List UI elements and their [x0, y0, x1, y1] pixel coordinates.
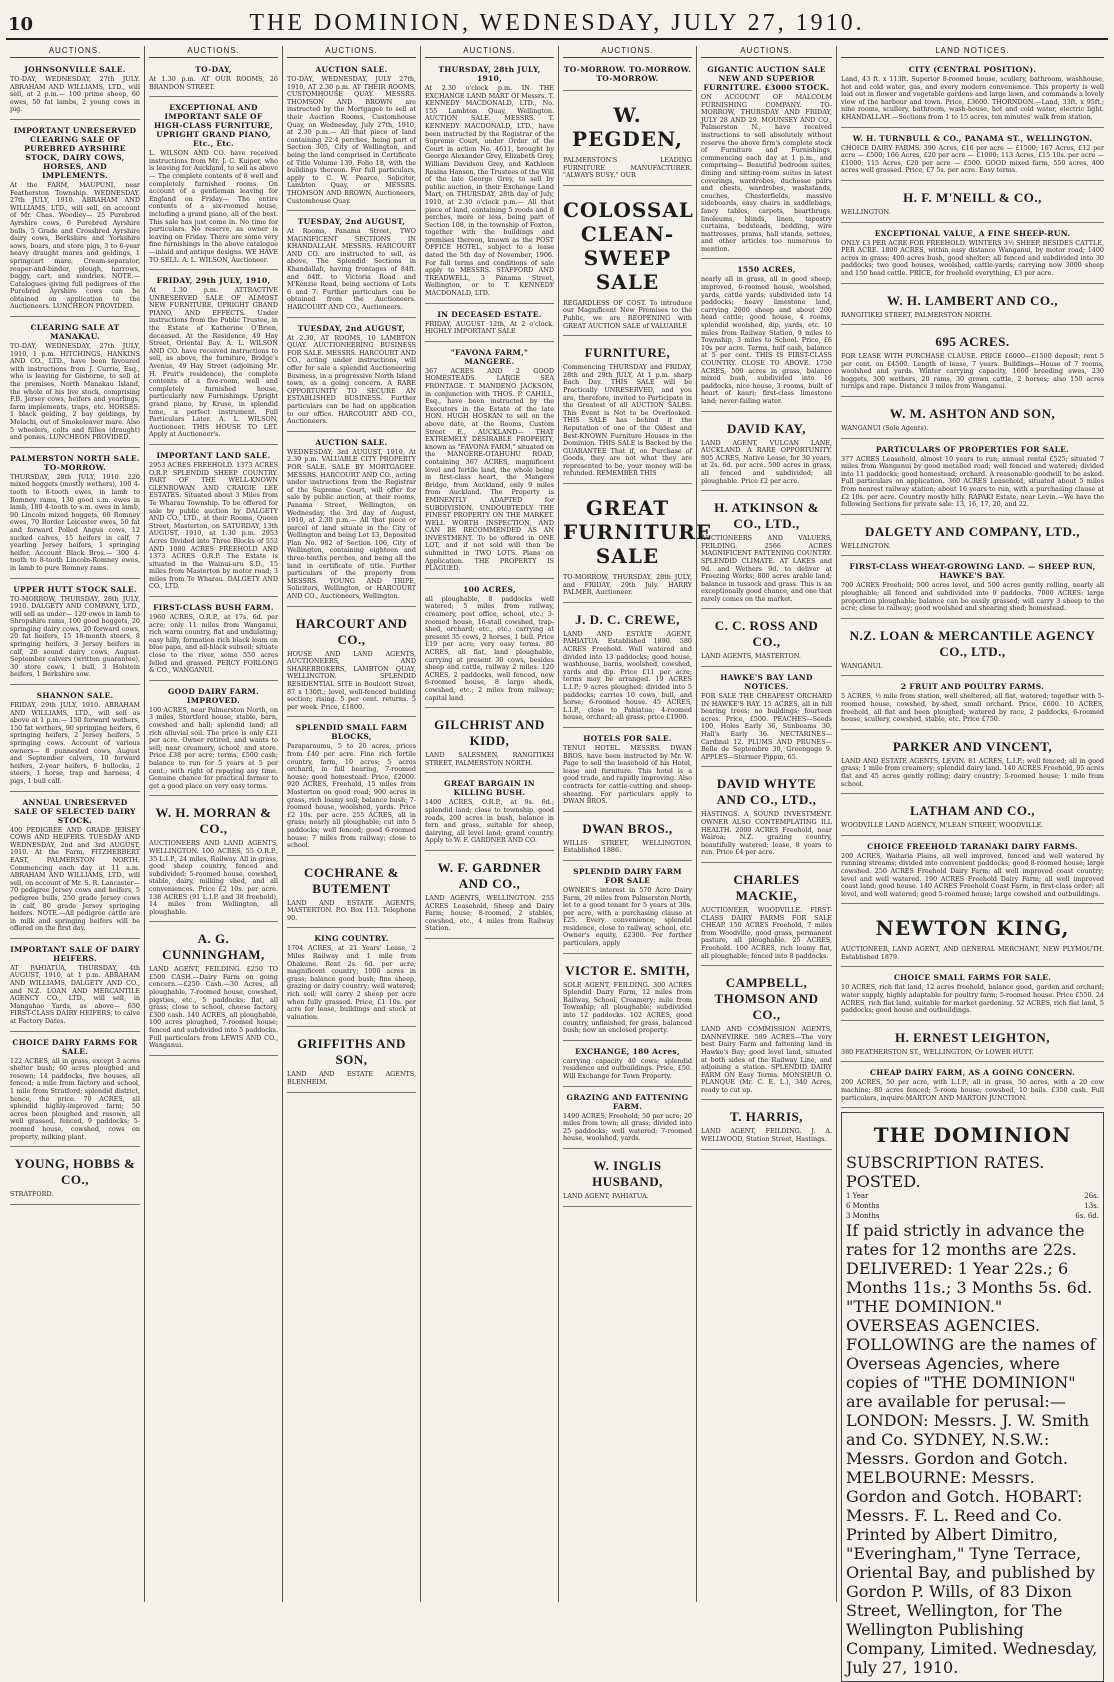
columns-area: [6, 46, 1108, 1678]
ad-body: At the FARM, MAUPUNI, near Featherston Township. WEDNESDAY, 27th JULY, 1910. ABRAHAM AND WILLIAMS, LTD., will sell, on account of Mr. Chas. Woodley— 25 Purebred Ayrshire cows, 6 Purebred Ayrshire bulls, 5 Grade and Crossbred Ayrshire dairy cows, Berkshire and Yorkshire sows, boars, and store pigs, 3 to 6-year heavy draught mares and geldings, 1 springcart mare. Cream-separator, reaper-and-binder, plough, harrows, buggy, cart, and sundries. NOTE.—Catalogues giving full pedigrees of the Purebred Ayrshire cows can be obtained on application to the Auctioneers. LUNCHEON PROVIDED.: [10, 180, 140, 311]
advertisement: [287, 62, 416, 211]
ad-heading: EXCHANGE, 180 Acres,: [575, 1046, 680, 1056]
ad-heading: GIGANTIC AUCTION SALE NEW AND SUPERIOR FURNITURE. £3000 STOCK.: [703, 65, 830, 92]
advertisement: [10, 320, 140, 448]
ad-heading: VICTOR E. SMITH,: [565, 962, 690, 978]
advertisement: [841, 400, 1104, 439]
advertisement: [10, 582, 140, 686]
ad-body: 5 ACRES, ½ mile from station, well sheltered, all flat, watered; together with 5-roomed house, cowshed, by-shed, small orchard. Price, £600. 10 ACRES, freehold, all flat and been ploughed; watered by race, 2 paddocks, 6-roomed house, scullery, cowshed, stable, etc. Price £750.: [841, 692, 1104, 724]
column-4: [420, 46, 558, 1602]
advertisement: [841, 679, 1104, 729]
ad-body: AUCTIONEERS AND LAND AGENTS, WELLINGTON. 100 ACRES, 55 O.R.P., 35 L.I.P., 24 miles, Railway. All in grass, good sheep country, fenced and subdivided; 5-roomed house, cowshed, stable, dairy, milking shed, and all conveniences. Price £2 10s. per acre. 138 ACRES (91 L.I.P. and 38 freehold), 14 miles from Wellington, all ploughable.: [149, 839, 278, 916]
advertisement: [10, 1035, 140, 1148]
ad-heading: NEWTON KING,: [875, 916, 1070, 941]
advertisement: [841, 328, 1104, 397]
ad-body: ON ACCOUNT OF MALCOLM FURNISHING COMPANY. TO-MORROW, THURSDAY AND FRIDAY, JULY 28 AND 29. MOUNSEY AND CO., Palmerston N., have received instructions to sell absolutely without reserve the above firm's complete stock of Furniture and Furnishings, commencing each day at 1 p.m., and comprising— Beautiful bedroom suites, dining and sitting-room suites in latest coverings, wardrobes, duchesse pairs and chests, wardrobes, washstands, couches, Chesterfields, massive sideboards, easy chairs in saddlebags, fancy tables, carpets, hearthrugs, linoleums, blinds, linen, tapestry curtains, bedsteads, bedding, wire mattresses, prams, hall stands, settees, and other articles too numerous to mention.: [701, 93, 832, 253]
ad-heading: TUESDAY, 2nd AUGUST,: [297, 217, 406, 227]
advertisement: [10, 62, 140, 120]
advertisement: [149, 799, 278, 922]
column-header: AUCTIONS.: [425, 46, 554, 58]
advertisement: [841, 131, 1104, 181]
ad-body: At 1.30 p.m. ATTRACTIVE UNRESERVED SALE OF ALMOST NEW FURNITURE, UPRIGHT GRAND PIANO, AND EFFECTS. Under instructions from the Public Trustee, in the Estate of Katherine O'Brien, deceased. At the Residence, 49 Hay Street, Oriental Bay. A. L. WILSON AND CO. have received instructions to sell, as above, the furniture, Bridge's Avenue, 49 Hay Street (adjoining Mr. H. Fruit's residence), the complete contents of a five-room, well and completely furnished house, particularly new Furnishings. Upright grand piano, by Kruse, in splendid tone, a perfect instrument. Full Particulars Later. A. L. WILSON, Auctioneer. THIS HOUSE TO LET. Apply at Auctioneer's.: [149, 286, 278, 439]
ad-body: Paraparaumu, 5 to 20 acres, prices from £40 per acre. Fine rich fertile country, farm, 10 acres; 5 acres orchard, in full bearing, 7-roomed house; good homestead. Price, £2000. 920 ACRES, Freehold, 15 miles from Masterton on good road; 900 acres in grass, rich loamy soil; balance bush; 7-roomed house, woolshed, yards. Price £2 10s. per acre. 255 ACRES, all in grass; nearly all ploughable; cut into 5 paddocks; well fenced; good 6-roomed house; 7 miles from railway; close to school.: [287, 742, 416, 850]
ad-heading: COLOSSAL CLEAN-SWEEP SALE: [563, 197, 694, 294]
ad-heading: "FAVONA FARM," MANGERE.: [450, 347, 529, 366]
rate-row: [846, 1201, 1099, 1211]
ad-body: RANGITIKEI STREET, PALMERSTON NORTH.: [841, 310, 993, 319]
ad-heading: GOOD DAIRY FARM. IMPROVED.: [167, 686, 260, 705]
ad-body: TENUI HOTEL. MESSRS. DWAN BROS. have been instructed by Mr. W. Page to sell the leasehold of his Hotel, lease and furniture. This hotel is a good trade, and rapidly improving. Also contracts for cattle-cutting and sheep-shearing. For particulars apply to DWAN BROS.: [563, 743, 692, 806]
ad-body: Land, 43 ft. x 113ft. Superior 8-roomed house, scullery, bathroom, washhouse, hot and cold water, gas, and every modern convenience. This property is well laid out in flower and vegetable gardens and large lawn, and commands a lovely view of the harbour and town. Price, £3600. THORNDON.—Land, 33ft. x 95ft.; nine rooms, scullery, bathroom, wash-house, hot and cold water, electric light. KHANDALLAH.—Sections from 1 to 15 acres, ten minutes' walk from station.: [841, 75, 1104, 121]
ad-body: WELLINGTON.: [841, 541, 891, 550]
column-header: AUCTIONS.: [10, 46, 140, 58]
ad-heading: THURSDAY, 28th JULY, 1910,: [438, 65, 541, 83]
ad-heading: CHOICE FREEHOLD TARANAKI DAIRY FARMS.: [867, 841, 1078, 851]
subscription-note: If paid strictly in advance the rates for 12 months are 22s. DELIVERED: 1 Year 22s.; 6 Months 11s.; 3 Months 5s. 6d.: [846, 1221, 1093, 1298]
ad-body: 367 ACRES AND 2 GOOD HOMESTEADS. LARGE SEA FRONTAGE. T. MANDENO JACKSON, in conjunction with THOS. P. CAHILL, Esq., have been instructed by the Executors in the Estate of the late HON. HUGH HOSKAN to sell on the above date, at the Rooms, Custom Street E., AUCKLAND— THAT EXTREMELY DESIRABLE PROPERTY, known as "FAVONA FARM," situated on the MANGERE-OTAHUHU ROAD, containing 367 ACRES, magnificent level and fertile land, the whole being in first-class heart, the Mangere Bridge, from Auckland, only 9 miles from Auckland. The Property is EMINENTLY ADAPTED for SUBDIVISION. UNDOUBTEDLY THE FINEST PROPERTY ON THE MARKET. WELL WORTH INSPECTION, AND CAN BE RECOMMENDED AS AN INVESTMENT. To be offered in ONE LOT, and if not sold will then be submitted in TWO LOTS. Plans on Application. THE PROPERTY IS PLAGUED.: [425, 366, 554, 573]
ad-heading: W. H. MORRAN & CO.,: [155, 805, 272, 837]
rate-price: 6s. 6d.: [1075, 1212, 1099, 1221]
ad-heading: SHANNON SALE.: [36, 691, 114, 701]
advertisement: [425, 62, 554, 304]
ad-body: LAND AGENT, FEILDING. £250 TO £500 CASH.—Dairy Farm on going concern.—£250 Cash.—30 Acres, all ploughable, 7-roomed house, cowshed, pigsties, etc., 5 paddocks; flat, all grass; close to school, cheese factory, £300 cash. 140 ACRES, all ploughable, 100 acres ploughed, 7-roomed house; fenced and subdivided into 5 paddocks. Full particulars from LEWIS AND CO., Wanganui.: [149, 965, 278, 1050]
ad-body: 380 FEATHERSTON ST., WELLINGTON, Or LOWER HUTT.: [841, 1047, 1034, 1056]
column-2: [144, 46, 282, 1602]
ad-heading: COCHRANE & BUTEMENT: [304, 864, 399, 896]
ad-heading: GRIFFITHS AND SON,: [297, 1036, 406, 1068]
advertisement: [425, 345, 554, 579]
column-7: [836, 46, 1108, 1678]
advertisement: [841, 62, 1104, 128]
ad-body: TO-MORROW, THURSDAY, 28th JULY, and FRIDAY, 29th July. HARRY PALMER, Auctioneer.: [563, 573, 692, 597]
rate-row: [846, 1211, 1099, 1221]
ad-body: LAND AND ESTATE AGENTS, MASTERTON. P.O. Box 113. Telephone 90.: [287, 898, 416, 922]
ad-body: WELLINGTON.: [841, 207, 891, 216]
ad-heading: CAMPBELL, THOMSON AND CO.,: [714, 975, 819, 1023]
ad-body: At 1.30 p.m. AT OUR ROOMS, 26 BRANDON STREET.: [149, 75, 278, 91]
ad-body: ONLY £3 PER ACRE FOR FREEHOLD. WINTERS 3½ SHEEP, BESIDES CATTLE, PER ACRE. 1800 ACRES, within easy distance Wanganui, by motor road; 1400 acres in grass; 400 acres bush, good shelter; all fenced and subdivided into 30 paddocks; two good houses, woolshed, cattle-yards; carrying now 3000 sheep and 150 head cattle. PRICE, for freehold everything, £3 per acre.: [841, 238, 1104, 277]
ad-body: LAND AND ESTATE AGENTS, BLENHEIM.: [287, 1070, 416, 1086]
ad-body: TO-MORROW, THURSDAY, 28th JULY, 1910. DALGETY AND COMPANY, LTD., will sell as under— 120 ewes in lamb to Shropshire rams, 100 good hoggets, 20 springing dairy cows, 20 forward cows, 20 fat heifers, 15 18-month steers, 8 springing heifers, 3 Jersey heifers in calf, 20 sound dairy cows, August-September calvers (written guarantee), 30 store cows, 1 bull, 3 Holstein heifers, 1 Berkshire sow.: [10, 594, 140, 679]
ad-body: LAND AND COMMISSION AGENTS, DANNEVIRKE. 589 ACRES—The very best Dairy Farm and fattening land in Hawke's Bay; good level land, situated at both sides of the Railway Line, and adjoining a station. SPLENDID DAIRY FARM ON Easy Terms. MONSIEUR O. PLANQUE (Mr. C. E. L.), 340 Acres, ready to cut up.: [701, 1025, 832, 1094]
ad-heading: AUCTION SALE.: [315, 437, 388, 447]
advertisement: [287, 720, 416, 855]
ad-heading: UPPER HUTT STOCK SALE.: [13, 584, 137, 594]
ad-heading: T. HARRIS,: [729, 1109, 804, 1125]
ad-body: 1704 ACRES, at 21 Years' Lease, 2 Miles Railway and 1 mile from Ohakune. Rent 2s. 6d. per acre; magnificent country; 1000 acres in grass; balance good bush; fine sheep, grazing or dairy country; well watered; rich soil; will carry 2 sheep per acre when fully grassed. Price, £1 10s. per acre for lease, buildings and stock at valuation.: [287, 944, 416, 1021]
ad-heading: FRIDAY, 29th JULY, 1910,: [156, 276, 271, 286]
rate-price: 26s.: [1084, 1192, 1099, 1201]
column-header: AUCTIONS.: [287, 46, 416, 58]
advertisement: [563, 1090, 692, 1149]
advertisement: [425, 854, 554, 939]
ad-heading: PALMERSTON NORTH SALE. TO-MORROW.: [10, 453, 140, 472]
ad-body: LAND AGENT, FEILDING. J. A. WELLWOOD, Station Street, Hastings.: [701, 1127, 832, 1144]
ad-heading: TUESDAY, 2nd AUGUST,: [297, 323, 406, 333]
ad-body: REGARDLESS OF COST. To introduce our Magnificent New Premises to the Public, we are REOPENING with GREAT AUCTION SALE of VALUABLE: [563, 298, 692, 330]
ad-heading: SPLENDID SMALL FARM BLOCKS,: [295, 723, 408, 742]
ad-body: TO-DAY, WEDNESDAY, 27th JULY. ABRAHAM AND WILLIAMS, LTD., will sell, at 2 p.m.— 100 prime sheep, 60 ewes, 50 fat lambs, 2 young cows in pig.: [10, 75, 140, 114]
rate-period: 1 Year: [846, 1192, 869, 1201]
advertisement: [149, 600, 278, 681]
advertisement: [425, 307, 554, 342]
ad-body: 1400 ACRES, O.R.P., at 9s. 6d.; splendid land; close to township, good roads, 200 acres in bush, balance in fern and grass, suitable for sheep, dairying, all level land; grand country. Apply to W. F. GARDNER AND CO.: [425, 798, 554, 845]
subscription-box: [841, 1112, 1104, 1682]
advertisement: [425, 776, 554, 851]
ad-heading: CHEAP DAIRY FARM, AS A GOING CONCERN.: [869, 1068, 1076, 1078]
ad-body: LAND AGENT, PAHIATUA.: [563, 1191, 649, 1200]
advertisement: [287, 321, 416, 432]
ad-heading: PARTICULARS OF PROPERTIES FOR SALE.: [875, 444, 1070, 454]
ad-body: WANGANUI.: [841, 661, 883, 670]
ad-heading: W. H. TURNBULL & CO., PANAMA ST., WELLINGTON.: [852, 133, 1093, 143]
advertisement: [10, 942, 140, 1032]
ad-heading: A. G. CUNNINGHAM,: [162, 931, 265, 963]
ad-heading: LATHAM AND CO.,: [910, 803, 1035, 819]
subscription-title: THE DOMINION: [873, 1123, 1072, 1148]
ad-body: nearly all in grass, all in good sheep; improved, 6-roomed house, woolshed, yards, cattle yards; subdivided into 14 paddocks; heavy limestone land, carrying 2000 sheep and about 200 head cattle; good house, 4 rooms, splendid woolshed, dip, yards, etc. 10 miles from Railway Station, 9 miles to Township, 3 miles to School. Price, £6 10s per acre. Terms, half cash, balance at 5 per cent. THIS IS FIRST-CLASS COUNTRY. CLOSE TO ABOVE. 1750 ACRES, 500 acres in grass, balance mixed bush, subdivided into 16 paddocks, nice house, 3 rooms, built of heart of kauri; first-class limestone land; never-failing water.: [701, 275, 832, 405]
advertisement: [287, 859, 416, 929]
ad-body: L. WILSON AND CO. have received instructions from Mr. J. C. Kuiper, who is leaving for Auckland, to sell as above— The complete contents of 8 well and completely furnished rooms. On account of a gentleman leaving for England on Friday— The entire contents of a six-roomed house, including a grand piano, all of the best. This sale has just come in. No time for particulars. No reserve, as owner is leaving on Friday. There are some very fine furnishings in the above catalogue—inlaid and antique designs. WE HAVE TO SELL. A. L. WILSON, Auctioneer.: [149, 149, 278, 264]
ad-heading: 100 ACRES,: [463, 584, 516, 594]
advertisement: [149, 273, 278, 445]
ad-heading: HARCOURT AND CO.,: [295, 615, 408, 647]
ad-heading: IN DECEASED ESTATE.: [437, 309, 542, 319]
ad-heading: TO-DAY,: [195, 65, 232, 74]
ad-heading: EXCEPTIONAL VALUE, A FINE SHEEP-RUN.: [874, 228, 1071, 238]
ad-body: WILLIS STREET, WELLINGTON. Established 1886.: [563, 838, 692, 855]
ad-body: HOUSE AND LAND AGENTS, AUCTIONEERS, AND SHAREBROKERS, LAMBTON QUAY, WELLINGTON. SPLENDID RESIDENTIAL SITE in Boulcott Street, 87 x 130ft.; level, well-fenced building section; rising. 5 per cent. returns. 5 per week. Price, £1800.: [287, 649, 416, 711]
advertisement: [563, 864, 692, 954]
ad-body: At 2.30 o'clock p.m. IN THE EXCHANGE LAND MART Of Messrs. T. KENNEDY MACDONALD, LTD., No. 155 Lambton Quay, Wellington. AUCTION SALE. MESSRS. T. KENNEDY MACDONALD, LTD., have been instructed by the Registrar of the Supreme Court, under Order of the Court in action No. 4611, brought by George Alexander Grey, Elizabeth Grey, William Davidson Grey, and Kathleen Rosina Hansen, the Trustees of the Will of the late George Grey, to sell by public auction, in their Exchange Land Mart, on THURSDAY, 28th day of July, 1910, at 2.30 o'clock p.m.— All that piece of land, containing 5 roods and 8 perches, more or less, being part of Section 108, in the township of Foxton, together with the buildings and premises thereon, known as the POST OFFICE HOTEL, subject to a lease dated the 5th day of November, 1906. For full terms and conditions of sale apply to MESSRS. STAFFORD AND TREADWELL, 3 Panama Street, Wellington, or to T. KENNEDY MACDONALD, LTD.: [425, 84, 554, 298]
ad-body: CHOICE DAIRY FARMS. 390 Acres, £16 per acre — £1500; 167 Acres, £12 per acre — £500; 166 Acres, £20 per acre — £1000; 113 Acres, £15 10s. per acre — £1000; 115 Acres, £20 per acre — £500. GOOD mixed farm, 550 acres, 400 acres well grassed. Price, £7 5s. per acre. Easy terms.: [841, 143, 1104, 175]
ad-body: STRATFORD.: [10, 1190, 54, 1199]
advertisement: [149, 62, 278, 97]
ad-heading: GILCHRIST AND KIDD,: [434, 717, 545, 749]
ad-body: AUCTIONEER, WOODVILLE. FIRST-CLASS DAIRY FARMS FOR SALE CHEAP. 150 ACRES Freehold, 7 miles from Woodville, good grass, permanent pasture, all ploughable. 25 ACRES, Freehold. 100 ACRES, rich loamy flat, all ploughable; fenced into 8 paddocks.: [701, 905, 832, 960]
advertisement: [10, 795, 140, 939]
rate-period: 3 Months: [846, 1212, 880, 1221]
ad-heading: HAWKE'S BAY LAND NOTICES.: [720, 673, 813, 692]
ad-body: TO-DAY, WEDNESDAY, 27th JULY, 1910, 1 p.m. HITCHINGS, HANKINS AND CO., LTD., have been favoured with instructions from J. Currie, Esq., who is leaving for Gisborne, to sell at the premises, North Manakau Island, the whole of his live stock, comprising F.B. Jersey cows, heifers and yearlings, farm implements, traps, etc. HORSES: 1 black gelding, 2 bay geldings, by Melachi, out of Smokeleaver mare. Also 5 wheelers, colts and fillies (draught) and ponies. LUNCHEON PROVIDED.: [10, 342, 140, 442]
advertisement: [287, 931, 416, 1027]
advertisement: [701, 969, 832, 1100]
ad-heading: H. F. M'NEILL & CO.,: [903, 189, 1042, 205]
ad-heading: DAVID WHYTE AND CO., LTD.,: [716, 776, 817, 808]
ad-heading: CHOICE DAIRY FARMS FOR SALE.: [12, 1037, 138, 1056]
ad-body: WANGANUI (Sole Agents).: [841, 424, 929, 433]
advertisement: [425, 582, 554, 708]
ad-heading: 2 FRUIT AND POULTRY FARMS.: [900, 682, 1045, 692]
advertisement: [701, 770, 832, 863]
ad-heading: W. PEGDEN,: [572, 103, 683, 151]
advertisement: [10, 123, 140, 317]
ad-heading: FIRST-CLASS BUSH FARM.: [153, 603, 274, 613]
advertisement: [563, 606, 692, 728]
column-1: [6, 46, 144, 1602]
column-header: AUCTIONS.: [149, 46, 278, 58]
posted-label: POSTED.: [846, 1172, 921, 1192]
advertisement: [841, 518, 1104, 557]
advertisement: [563, 1152, 692, 1207]
ad-heading: FIRST-CLASS WHEAT-GROWING LAND. — SHEEP RUN, HAWKE'S BAY.: [849, 562, 1096, 581]
ad-body: all ploughable, 8 paddocks well watered; 5 miles from railway, creamery, post office, school, etc.; 3-roomed house, 16-stall cowshed, trap-shed, orchard; etc., etc.; carrying at present 35 cows, 2 horses, 1 bull. Price £19 per acre; very easy terms. 80 ACRES, all flat, land ploughable, carrying at present 30 cows, besides sheep and cattle, railway 2 miles. 120 ACRES, 2 paddocks, well fenced, new 6-roomed house, 8 large sheds, cowshed, etc.; 2 miles from railway; capital land.: [425, 594, 554, 702]
page-number: 10: [8, 14, 34, 35]
ad-body: 1960 ACRES, O.R.P., at 17s. 6d. per acre; only 11 miles from Wanganui, rich warm country, flat and undulating; easy hilly, formation rich black loam on blue papa, and all-black subsoil; situate close to the river, some 550 acres felled and grassed. PERCY FORLONG & CO., WANGANUI.: [149, 613, 278, 675]
advertisement: [701, 494, 832, 609]
column-3: [282, 46, 420, 1602]
advertisement: [563, 62, 692, 91]
masthead: [6, 6, 1108, 40]
newspaper-title: THE DOMINION, WEDNESDAY, JULY 27, 1910.: [249, 10, 865, 36]
advertisement: [701, 62, 832, 259]
advertisement: [287, 610, 416, 718]
advertisement: [287, 1030, 416, 1092]
ad-heading: W. H. LAMBERT AND CO.,: [887, 292, 1058, 308]
advertisement: [425, 711, 554, 773]
ad-body: FOR LEASE WITH PURCHASE CLAUSE. PRICE £6000—£1500 deposit; rent 5 per cent. on £4500. Length of lease, 7 years. Buildings—House of 7 rooms, woolshed and yards. Winter carrying capacity, 1600 breeding ewes, 230 hoggets, 300 wethers, 20 rams, 30 grown cattle, 2 horses; also 150 acres turnips and rape. Distance 3 miles from Wanganui.: [841, 352, 1104, 391]
ad-heading: DWAN BROS.,: [582, 820, 673, 836]
rate-row: [846, 1191, 1099, 1201]
rate-price: 13s.: [1084, 1202, 1099, 1211]
ad-heading: 1550 ACRES,: [737, 265, 796, 275]
advertisement: [841, 287, 1104, 326]
ad-body: 700 ACRES Freehold; 500 acres level, and 500 acres gently rolling, nearly all ploughable; all fenced and subdivided into 9 paddocks. 7000 ACRES: large proportion ploughable; balance can be easily grassed; will carry 3 sheep to the acre; close to railway; good woolshed and shearing shed; homestead.: [841, 581, 1104, 613]
advertisement: [841, 226, 1104, 284]
ad-body: 10 ACRES, rich flat land, 12 acres freehold, balance good, garden and orchard; water supply, highly adaptable for poultry farm; 5-roomed house. Price £550. 24 ACRES, rich flat land, suitable for market gardening. 52 ACRES, rich flat land, 5 paddocks; good house and outbuildings.: [841, 983, 1104, 1015]
advertisement: [149, 925, 278, 1056]
overseas-text: FOLLOWING are the names of Overseas Agencies, where copies of "THE DOMINION" are available for perusal:— LONDON: Messrs. J. W. Smith and Co. SYDNEY, N.S.W.: Messrs. Gordon and Gotch. MELBOURNE: Messrs. Gordon and Gotch. HOBART: Messrs. F. L. Reed and Co.: [846, 1335, 1096, 1526]
advertisement: [10, 1150, 140, 1205]
ad-body: At 2.30, AT ROOMS, 10 LAMBTON QUAY. AUCTIONEERING BUSINESS FOR SALE. MESSRS. HARCOURT AND CO., acting under instructions, will offer for sale a splendid Auctioneering Business, in a progressive North Island town, as a going concern. A RARE OPPORTUNITY TO SECURE AN ESTABLISHED BUSINESS. Further particulars can be had on application to our office. HARCOURT AND CO., Auctioneers.: [287, 333, 416, 426]
ad-heading: ANNUAL UNRESERVED SALE OF SELECTED DAIRY STOCK.: [14, 797, 136, 825]
ad-body: LAND AND ESTATE AGENT, PAHIATUA. Established 1890. 580 ACRES Freehold. Well watered and divided into 13 paddocks; good house, washhouse, barns, woolshed, cowshed, yards and dip. Price £11 per acre; terms may be arranged. 19 ACRES L.I.P.; 9 acres ploughed; divided into 5 paddocks; carries 10 cows, bull, and horse; 6-roomed house. 45 ACRES, L.I.P., close to Pahiatua; 4-roomed house, orchard; all grass; price £1900.: [563, 629, 692, 722]
advertisement: [841, 1065, 1104, 1108]
ad-body: 100 ACRES, near Palmerston North, on 3 miles, Stortford house, stable, barn, cowshed and hall; splendid land; all rich alluvial soil. The price is only £21 per acre. Owner retired, and wants to sell; near creamery, school, and store. Price £38 per acre; terms, £500 cash; balance to run for 5 years at 5 per cent.; with right of repaying any time. Genuine chance for practical farmer to get a good place on very easy terms.: [149, 705, 278, 790]
column-header: LAND NOTICES.: [841, 46, 1104, 58]
advertisement: [841, 622, 1104, 677]
advertisement: [149, 100, 278, 270]
column-5: [558, 46, 713, 1602]
ad-body: LAND AND ESTATE AGENTS, LEVIN. 81 ACRES, L.I.P.; well fenced; all in good grass; 1 mile from creamery; splendid dairy land. 140 ACRES Freehold, 95 acres flat and 45 acres gently rolling; dairy country; 5-roomed house; 1 mile from school.: [841, 756, 1104, 788]
ad-heading: J. D. C. CREWE,: [575, 611, 680, 627]
ad-body: carrying capacity 40 cows; splendid residence and outbuildings. Price, £50. Will Exchange for Town Property.: [563, 1056, 692, 1080]
advertisement: [563, 487, 713, 603]
ad-body: AT PAHIATUA, THURSDAY, 4th AUGUST, 1910, at 1 p.m. ABRAHAM AND WILLIAMS, DALGETY AND CO., and N.Z. LOAN AND MERCANTILE AGENCY CO., LTD., will sell, in Mangahao Yards, as above— 650 FIRST-CLASS DAIRY HEIFERS, to calve at Factory Dates.: [10, 963, 140, 1026]
ad-body: 1490 ACRES, Freehold; 50 per acre; 20 miles from town; all grass; divided into 25 paddocks; well watered; 7-roomed house, woolshed, yards.: [563, 1111, 692, 1143]
ad-heading: 695 ACRES.: [935, 334, 1010, 350]
advertisement: [149, 448, 278, 597]
ad-body: AUCTIONEER, LAND AGENT, AND GENERAL MERCHANT, NEW PLYMOUTH. Established 1879.: [841, 945, 1104, 961]
advertisement: [841, 184, 1104, 223]
advertisement: [563, 1044, 692, 1087]
ad-heading: CLEARING SALE AT MANAKAU.: [30, 323, 120, 342]
ad-body: TO-DAY, WEDNESDAY, JULY 27th, 1910, AT 2.30 p.m. AT THEIR ROOMS, CUSTOMHOUSE QUAY. MESSRS. THOMSON AND BROWN are instructed by the Mortgagee to sell at their Auction Rooms, Customhouse Quay, on Wednesday, July 27th, 1910, at 2.30 p.m.— All that piece of land containing 22.4 perches, being part of Section 305, City of Wellington, and being the land comprised in Certificate of Title Volume 139, Folio 18, with the buildings thereon. For full particulars, apply to C. W. Pearce, Solicitor, Lambton Quay, or MESSRS. THOMSON AND BROWN, Auctioneers, Customhouse Quay.: [287, 75, 416, 205]
ad-body: 2953 ACRES FREEHOLD. 1373 ACRES O.R.P. SPLENDID SHEEP COUNTRY. PART OF THE WELL-KNOWN GLENROWAN AND CRAIGIE LEE ESTATES. Situated about 3 Miles from Te Wharau Township. To be offered for sale by public auction by DALGETY AND CO., LTD., at their Rooms, Queen Street, Masterton, on SATURDAY, 13th AUGUST, 1910, at 1.30 p.m. 2953 Acres Divided into Three Blocks of 552 AND 1080 ACRES FREEHOLD AND 1373 ACRES O.R.P. The Estate is situated in the Wainui-uru S.D., 15 miles from Masterton by motor road; 3 miles from Te Wharau. DALGETY AND CO., LTD.: [149, 460, 278, 591]
advertisement: [701, 670, 832, 767]
ad-body: LAND AGENTS, WELLINGTON. 255 ACRES Leasehold, Sheep and Dairy Farm; house; 8-roomed, 2 stables, cowshed, etc., 4 miles from Railway Station.: [425, 893, 554, 933]
ad-heading: H. ATKINSON & CO., LTD.,: [714, 500, 819, 532]
ad-heading: N.Z. LOAN & MERCANTILE AGENCY CO., LTD.,: [849, 627, 1096, 659]
advertisement: [701, 866, 832, 966]
ad-body: Commencing THURSDAY and FRIDAY, 28th and 29th JULY, At 1 p.m. sharp Each Day. THIS SALE will be Practically UNRESERVED, and you are, therefore, invited to Participate in the Greatest of all AUCTION SALES. This Event is Not to be Overlooked. THIS SALE has behind it the Reputation of one of the Oldest and Best-KNOWN Furniture Houses in the Dominion. THIS SALE is Backed by the GUARANTEE That if, on Purchase of Goods, they are not what they are represented to be, your money will be refunded. REMEMBER THIS: [563, 363, 692, 478]
advertisement: [563, 339, 692, 484]
advertisement: [841, 797, 1104, 836]
ad-heading: IMPORTANT LAND SALE.: [156, 450, 271, 460]
advertisement: [701, 1103, 832, 1149]
ad-heading: C. C. ROSS AND CO.,: [714, 618, 819, 650]
advertisement: [563, 957, 692, 1041]
ad-heading: DALGETY AND COMPANY, LTD.,: [864, 523, 1080, 539]
ad-heading: IMPORTANT SALE OF DAIRY HEIFERS.: [10, 944, 140, 963]
subscription-subtitle: SUBSCRIPTION RATES.: [846, 1153, 1045, 1173]
ad-heading: CHOICE SMALL FARMS FOR SALE.: [893, 973, 1052, 983]
ad-body: 400 PEDIGREE AND GRADE JERSEY COWS AND HEIFERS. TUESDAY AND WEDNESDAY, 2nd and 3rd AUGUST, 1910. At the Farm, FITZHERBERT EAST, PALMERSTON NORTH. Commencing each day at 11 a.m. ABRAHAM AND WILLIAMS, LTD., will sell, on account of Mr. S. R. Lancaster— 70 pedigree Jersey cows and heifers, 5 pedigree bulls, 250 grade Jersey cows in calf, 80 grade Jersey springing heifers. NOTE.—All pedigree cattle are in milk and springing heifers will be offered on the first day.: [10, 825, 140, 933]
advertisement: [841, 970, 1104, 1020]
ad-body: WOODVILLE LAND AGENCY, M'LEAN STREET, WOODVILLE.: [841, 821, 1044, 830]
imprint: Printed by Albert Dimitro, "Everingham," Tyne Terrace, Oriental Bay, and published by Gordon P. Wills, of 83 Dixon Street, Wellington, for The Wellington Publishing Company, Limited. Wednesday, July 27, 1910.: [846, 1525, 1098, 1678]
advertisement: [563, 815, 692, 861]
advertisement: [841, 559, 1104, 618]
ad-body: PALMERSTON'S LEADING FURNITURE MANUFACTURER. "ALWAYS BUSY." OUR: [563, 156, 692, 180]
ad-body: FOR SALE THE CHEAPEST ORCHARD IN HAWKE'S BAY. 15 ACRES, all in full bearing trees; no buildings; fourteen acres. Price, £500. PEACHES—Seeds 100, Holes Early 36, Sunbeams 30, Hall's Early 36. NECTARINES—Cardinal 12. PLUMS AND PRUNES—Belle de Septembre 30, Greengage 9. APPLES—Sturmer Pippin, 65.: [701, 692, 832, 761]
ad-heading: FURNITURE,: [584, 345, 671, 361]
ad-body: THURSDAY, 28th JULY, 1910. 220 mixed hoggets (mostly wethers), 100 4-tooth to 8-tooth ewes, in lamb to Romney rams, 130 good s.m. ewes in lamb, 180 4-tooth to s.m. ewes in lamb, 90 Lincoln mixed hoggets, 60 Romney ewes, 70 Border Leicester ewes, 50 fat and forward Polled Angus cows, 12 sucked calves, 15 heifers in calf, 7 yearling Jersey heifers, 1 springing heifer. Account Black Bros.— 300 4-tooth to 8-tooth Lincoln-Romney ewes, in lamb to pure Romney rams.: [10, 472, 140, 572]
column-header: AUCTIONS.: [701, 46, 832, 58]
ad-heading: CITY (CENTRAL POSITION).: [908, 65, 1037, 74]
advertisement: [287, 435, 416, 607]
ad-body: OWNER'S interest in 570 Acre Dairy Farm, 20 miles from Palmerston North, let to a good tenant for 5 years at 30s. per acre, with a purchasing clause at £25. Every convenience; splendid residence, close to railway, school, etc. Owner's equity, £2300. For further particulars, apply: [563, 885, 692, 948]
ad-body: LAND SALESMEN, RANGITIKEI STREET, PALMERSTON NORTH.: [425, 751, 554, 767]
ad-heading: W. F. GARDNER AND CO.,: [437, 859, 542, 891]
advertisement: [701, 415, 832, 492]
advertisement: [841, 1024, 1104, 1063]
ad-heading: IMPORTANT UNRESERVED CLEARING SALE OF PUREBRED AYRSHIRE STOCK, DAIRY COWS, HORSES, AND IMPLEMENTS.: [13, 125, 137, 180]
ad-body: SOLE AGENT, FEILDING. 300 ACRES Splendid Dairy Farm, 12 miles from Railway, School, Creamery; mile from Township; all ploughable; subdivided into 12 paddocks. 102 ACRES, good country, unfinished, for grass, balanced bush; now an enclosed property.: [563, 980, 692, 1035]
rates-table: [846, 1191, 1099, 1221]
advertisement: [841, 733, 1104, 794]
ad-heading: HOTELS FOR SALE.: [583, 733, 672, 743]
advertisement: [563, 94, 692, 186]
advertisement: [841, 907, 1104, 967]
ad-heading: H. ERNEST LEIGHTON,: [895, 1029, 1050, 1045]
ad-heading: W. M. ASHTON AND SON,: [889, 406, 1056, 422]
ad-heading: AUCTION SALE.: [315, 65, 388, 74]
ad-body: 200 ACRES, Waitaria Plains, all well improved, fenced and well watered by running streams; divided into convenient paddocks; good 8-roomed house; large cowshed. 250 ACRES Freehold Dairy Farm; all well improved coast country; level and well watered. 190 ACRES Freehold Dairy Farm; all well improved coast land; good house. 140 ACRES Freehold Coast Farm, in first-class order; all level, and well watered; good 5-roomed house; large cowshed and outbuildings.: [841, 851, 1104, 898]
overseas-title: "THE DOMINION.": [846, 1297, 1003, 1317]
ad-body: 377 ACRES Leasehold, almost 10 years to run; annual rental £525; situated 7 miles from Wanganui by good metalled road; well fenced and watered; divided into 11 paddocks; good homestead; orchard. A reasonable goodwill to be asked. Full particulars on application. 360 ACRES Leasehold, situated about 5 miles from nearest railway station; about 16 years to run, with a purchasing clause at £2 10s. per acre. Country mostly hilly. RAPAKI Estate, near Levin.—We have the following Sections for private sale: 13, 16, 17, 20, and 22.: [841, 454, 1104, 509]
ad-heading: SPLENDID DAIRY FARM FOR SALE: [573, 866, 682, 885]
ad-heading: JOHNSONVILLE SALE.: [24, 65, 126, 74]
ad-heading: YOUNG, HOBBS & CO.,: [14, 1156, 136, 1188]
column-header: AUCTIONS.: [563, 46, 692, 58]
ad-heading: CHARLES MACKIE,: [733, 871, 800, 903]
ad-heading: EXCEPTIONAL AND IMPORTANT SALE OF HIGH-CLASS FURNITURE, UPRIGHT GRAND PIANO, Etc., Etc.: [154, 103, 273, 149]
advertisement: [841, 839, 1104, 905]
ad-heading: W. INGLIS HUSBAND,: [592, 1157, 663, 1189]
ad-body: 200 ACRES, 50 per acre, with L.I.P., all in grass, 50 acres, with a 20 cow machine; 80 acres fenced; 5-room house; cowshed, 10 bails. £350 cash. Full particulars, inquire MARTON AND MARTON JUNCTION.: [841, 1078, 1104, 1102]
ad-body: LAND AGENTS, MASTERTON.: [701, 652, 801, 661]
ad-heading: KING COUNTRY.: [314, 934, 389, 944]
advertisement: [563, 731, 692, 812]
overseas-subtitle: OVERSEAS AGENCIES.: [846, 1316, 1041, 1336]
column-6: [696, 46, 836, 1602]
advertisement: [149, 684, 278, 797]
ad-heading: GREAT BARGAIN IN KILLING BUSH.: [444, 779, 535, 798]
ad-heading: GREAT FURNITURE SALE: [563, 496, 713, 569]
advertisement: [10, 451, 140, 579]
ad-heading: TO-MORROW. TO-MORROW. TO-MORROW.: [563, 65, 692, 83]
advertisement: [10, 688, 140, 792]
ad-body: FRIDAY, AUGUST 12th, At 2 o'clock. HIGHLY IMPORTANT SALE: [425, 319, 554, 336]
ad-heading: DAVID KAY,: [727, 420, 806, 436]
advertisement: [701, 262, 832, 411]
ad-body: 122 ACRES, all in grass, except 3 acres shelter bush; 60 acres ploughed and resown; 14 paddocks, five houses, all fenced; a mile from factory and school, 1 mile from Stratford; splendid district, hence, the price. 70 ACRES, all splendid highly-improved farm; 50 acres been ploughed and resown, all well grassed, fenced, 9 paddocks; 5-roomed house, cowshed, cows on property, milking plant.: [10, 1056, 140, 1141]
newspaper-page: [6, 6, 1108, 1678]
advertisement: [287, 214, 416, 318]
ad-body: FRIDAY, 29th JULY, 1910. ABRAHAM AND WILLIAMS, LTD., will sell as above at 1 p.m.— 150 forward wethers, 150 fat wethers, 90 springing heifers, 6 springing heifers, 2 Jersey heifers, 5 springing cows. Account of various owners— 8 punnested cows, August and September calvers, 10 forward heifers, 2-year heifers, 6 bullocks, 2 steers, 1 horse, trap and harness, 4 pigs, 1 bull calf.: [10, 701, 140, 785]
rate-period: 6 Months: [846, 1202, 880, 1211]
advertisement: [701, 612, 832, 667]
advertisement: [841, 442, 1104, 515]
advertisement: [563, 189, 692, 336]
ad-body: WEDNESDAY, 3rd AUGUST, 1910, At 2.30 p.m. VALUABLE CITY PROPERTY FOR SALE. SALE BY MORTGAGEE. MESSRS. HARCOURT AND CO., acting under instructions from the Registrar of the Supreme Court, will offer for sale by public auction, at their rooms, Panama Street, Wellington, on Wednesday, the 3rd day of August, 1910, at 2.30 p.m.— All that piece or parcel of land situate in the City of Wellington and being Lot 13, Deposited Plan No. 982 of Section 106, City of Wellington, containing eighteen and three-tenths perches, and being all the land in certificate of title. Further particulars of the property from MESSRS. YOUNG AND TRIPE, Solicitors, Wellington, or HARCOURT AND CO., Auctioneers, Wellington.: [287, 447, 416, 601]
ad-body: HASTINGS. A SOUND INVESTMENT. OWNER ALSO CONTEMPLATING ILL HEALTH. 2000 ACRES Freehold, near Wairoa; N.Z. grazing country, beautifully watered; lease, 8 years to run. Price £4 per acre.: [701, 810, 832, 857]
ad-body: AUCTIONEERS AND VALUERS, FEILDING. 2566 ACRES MAGNIFICENT FATTENING COUNTRY. SPLENDID CLIMATE. AT LAKES and 9d. and Wethers 9d. to deliver at Freezing Works; 800 acres arable land; balance in tussock and grass. This is an exceptionally good chance, and one that rarely comes on the market.: [701, 534, 832, 603]
ad-body: At Rooms, Panama Street, TWO MAGNIFICENT SECTIONS IN KHANDALLAH. MESSRS. HARCOURT AND CO. are instructed to sell, as above, The Splendid Sections in Khandallah, having frontages of 84ft. and 64ft. to Victoria Road and M'Kenzie Road, being sections of Lots 6 and 7. Further particulars can be obtained from the Auctioneers. HARCOURT AND CO., Auctioneers.: [287, 227, 416, 312]
ad-heading: PARKER AND VINCENT,: [892, 738, 1053, 754]
ad-heading: GRAZING AND FATTENING FARM.: [566, 1092, 689, 1111]
ad-body: LAND AGENT, VULCAN LANE, AUCKLAND. A RARE OPPORTUNITY. 805 ACRES, Native Lease, for 30 years, at 2s. 6d. per acre. 500 acres in grass, all fenced and subdivided; all ploughable. Price £2 per acre.: [701, 438, 832, 485]
